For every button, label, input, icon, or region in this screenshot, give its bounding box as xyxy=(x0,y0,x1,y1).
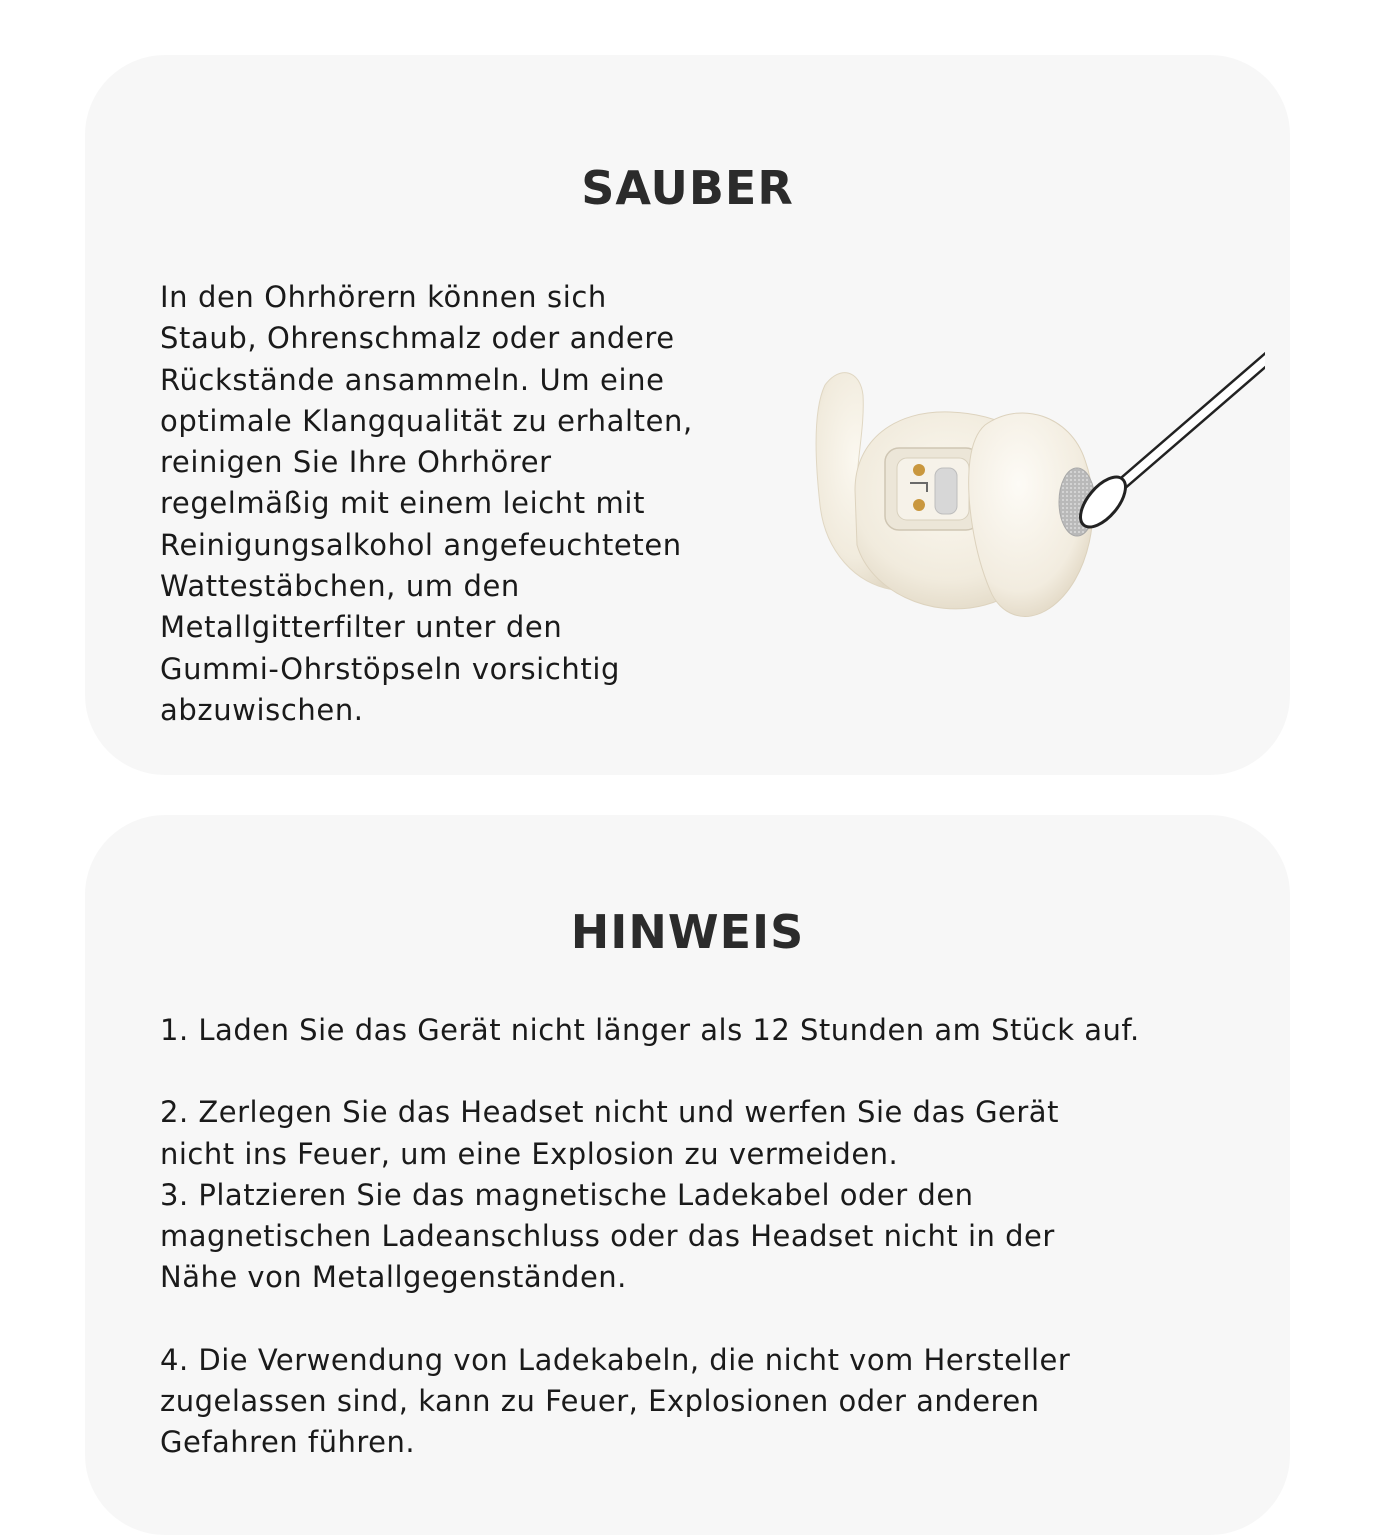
clean-title: SAUBER xyxy=(581,161,794,215)
note-item-1: 1. Laden Sie das Gerät nicht länger als 12 Stunden am Stück auf. xyxy=(160,1013,1140,1047)
charging-contact-icon xyxy=(913,464,925,476)
note-item-3: 3. Platzieren Sie das magnetische Ladekabel oder den magnetischen Ladeanschluss oder das Headset nicht in der Nähe von Metallgegenständen. xyxy=(160,1177,1055,1295)
note-card xyxy=(85,815,1290,1535)
clean-card xyxy=(85,55,1290,775)
note-list xyxy=(160,1010,1260,1464)
sensor-window xyxy=(935,468,957,514)
clean-description: In den Ohrhörern können sich Staub, Ohrenschmalz oder andere Rückstände ansammeln. Um eine optimale Klangqualität zu erhalten, reinigen Sie Ihre Ohrhörer regelmäßig mit einem leicht mit Reinigungsalkohol angefeuchteten Wattestäbchen, um den Metallgitterfilter unter den Gummi-Ohrstöpseln vorsichtig abzuwischen. xyxy=(160,280,693,727)
note-item-4: 4. Die Verwendung von Ladekabeln, die nicht vom Hersteller zugelassen sind, kann zu Feuer, Explosionen oder anderen Gefahren führen. xyxy=(160,1342,1071,1460)
charging-contact-icon xyxy=(913,499,925,511)
earbud-cleaning-illustration xyxy=(785,290,1265,640)
swab-stick xyxy=(1115,300,1265,490)
note-item-2: 2. Zerlegen Sie das Headset nicht und werfen Sie das Gerät nicht ins Feuer, um eine Explosion zu vermeiden. xyxy=(160,1095,1059,1171)
note-title: HINWEIS xyxy=(570,905,805,959)
